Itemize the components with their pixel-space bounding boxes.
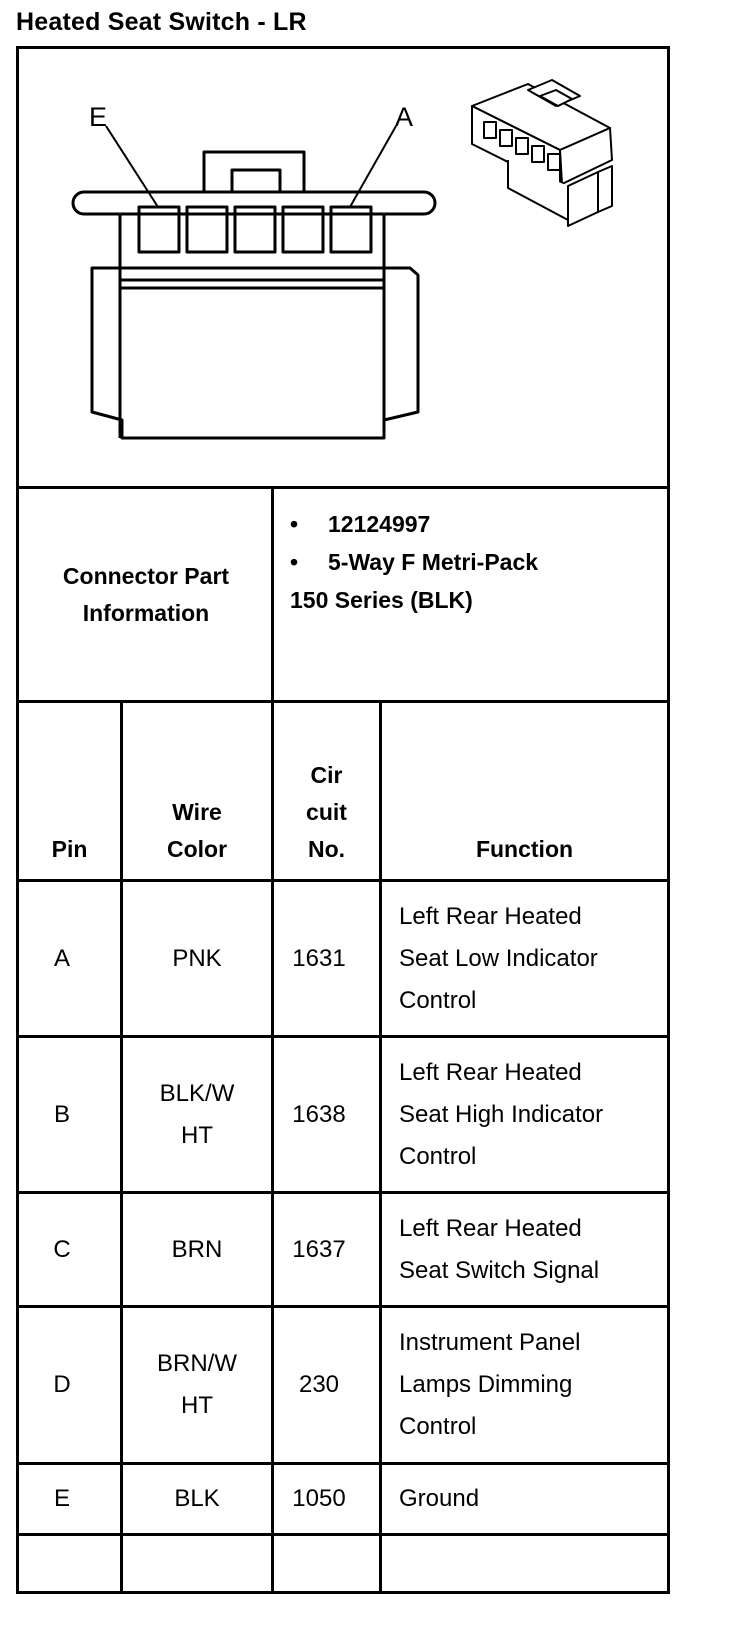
table-cell-circuit: 1638 bbox=[292, 1100, 346, 1128]
table-cell-function: Left Rear Heated Seat Low Indicator Control bbox=[399, 902, 598, 1014]
table-cell-pin: C bbox=[53, 1235, 71, 1263]
table-cell-circuit: 1050 bbox=[292, 1485, 346, 1512]
page-title: Heated Seat Switch - LR bbox=[16, 8, 307, 36]
header-function: Function bbox=[475, 836, 574, 862]
table-cell-circuit: 1637 bbox=[292, 1235, 346, 1263]
table-cell-circuit: 1631 bbox=[292, 944, 346, 972]
table-cell-circuit: 230 bbox=[298, 1371, 340, 1398]
connector-iso-view bbox=[472, 80, 612, 226]
header-wire-color: Wire Color bbox=[166, 799, 228, 862]
list-item: 150 Series (BLK) bbox=[290, 587, 473, 613]
table-cell-pin: B bbox=[53, 1100, 70, 1128]
leader-line-e bbox=[106, 126, 158, 207]
table-cell-function: Ground bbox=[399, 1485, 480, 1512]
divider bbox=[16, 1533, 670, 1536]
header-pin: Pin bbox=[51, 836, 88, 862]
list-item: • 12124997 bbox=[290, 511, 431, 537]
table-cell-wire: BRN/W HT bbox=[157, 1350, 237, 1419]
list-item: • 5-Way F Metri-Pack bbox=[290, 549, 539, 575]
table-cell-wire: PNK bbox=[172, 944, 222, 972]
connector-diagram bbox=[19, 49, 667, 487]
table-cell-pin: E bbox=[53, 1485, 70, 1512]
table-cell-wire: BLK/W HT bbox=[159, 1079, 235, 1149]
table-cell-function: Left Rear Heated Seat High Indicator Control bbox=[399, 1058, 604, 1170]
table-cell-function: Instrument Panel Lamps Dimming Control bbox=[399, 1329, 581, 1440]
table-cell-pin: A bbox=[53, 944, 70, 972]
table-cell-pin: D bbox=[53, 1371, 71, 1398]
table-cell-wire: BLK bbox=[174, 1485, 220, 1512]
header-circuit: Cir cuit No. bbox=[306, 762, 347, 862]
table-cell-wire: BRN bbox=[171, 1235, 223, 1263]
pin-label-e: E bbox=[88, 102, 108, 132]
connector-part-info-label: Connector Part Information bbox=[62, 562, 230, 626]
connector-part-info-list bbox=[290, 505, 538, 619]
table-cell-function: Left Rear Heated Seat Switch Signal bbox=[399, 1214, 600, 1284]
leader-line-a bbox=[350, 126, 396, 207]
pin-label-a: A bbox=[394, 102, 414, 132]
